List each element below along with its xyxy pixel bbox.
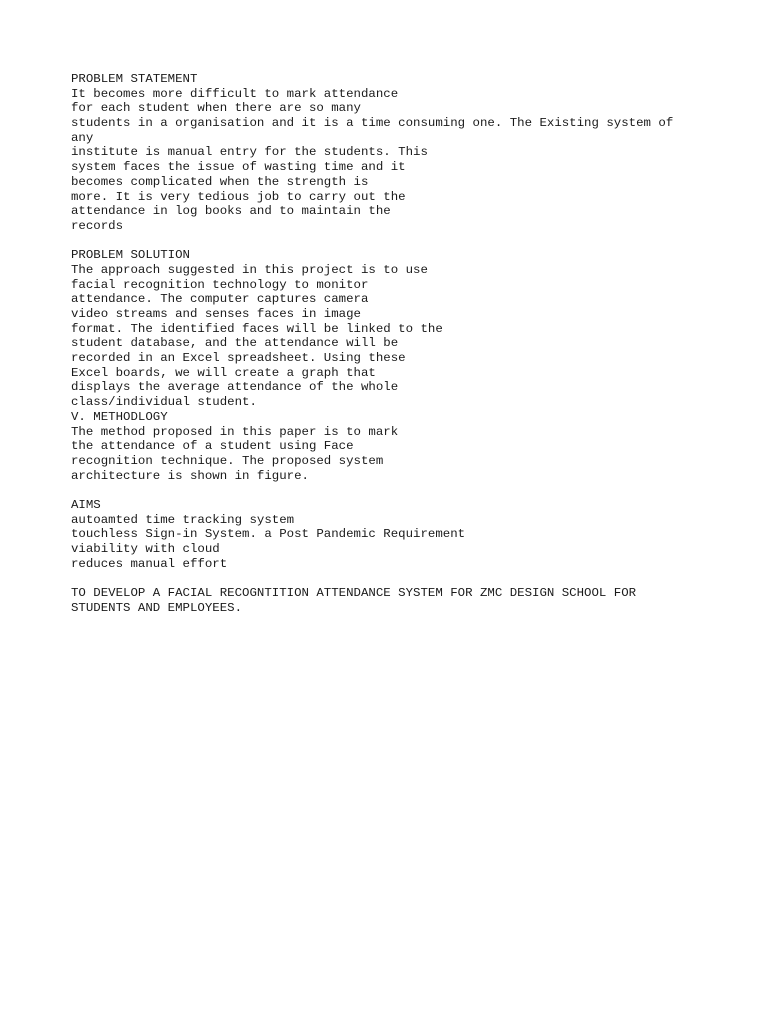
text-line: autoamted time tracking system (71, 512, 295, 527)
text-line: system faces the issue of wasting time and it (71, 160, 406, 175)
section-problem-solution (71, 248, 731, 410)
text-line: Excel boards, we will create a graph that (71, 365, 376, 380)
text-line: viability with cloud (71, 542, 220, 556)
text-line: recorded in an Excel spreadsheet. Using these (71, 351, 406, 366)
text-line: attendance. The computer captures camera (71, 292, 369, 307)
section-heading: AIMS (71, 497, 101, 512)
text-line: touchless Sign-in System. a Post Pandemic Requirement (71, 527, 466, 542)
text-line: facial recognition technology to monitor (71, 277, 369, 292)
section-goal-statement (71, 586, 731, 615)
blank-line (71, 234, 731, 249)
text-line: any (71, 130, 94, 145)
section-aims (71, 498, 731, 571)
text-line: The approach suggested in this project is to use (71, 262, 428, 277)
text-line: student database, and the attendance will be (71, 336, 399, 351)
section-heading: PROBLEM SOLUTION (71, 248, 190, 263)
text-line: It becomes more difficult to mark attendance (71, 86, 399, 101)
section-problem-statement (71, 72, 731, 234)
text-line: The method proposed in this paper is to mark (71, 424, 399, 439)
text-line: STUDENTS AND EMPLOYEES. (71, 600, 243, 615)
text-line: institute is manual entry for the students. This (71, 145, 428, 160)
text-line: the attendance of a student using Face (71, 439, 354, 454)
text-line: more. It is very tedious job to carry out the (71, 189, 406, 204)
blank-line (71, 571, 731, 586)
section-heading: PROBLEM STATEMENT (71, 72, 198, 86)
section-heading: V. METHODLOGY (71, 409, 168, 424)
section-methodology (71, 410, 731, 483)
text-line: for each student when there are so many (71, 101, 361, 116)
blank-line (71, 483, 731, 498)
text-line: class/individual student. (71, 395, 257, 410)
text-line: attendance in log books and to maintain the (71, 204, 391, 219)
text-line: architecture is shown in figure. (71, 468, 309, 483)
document-page (71, 72, 731, 615)
text-line: format. The identified faces will be linked to the (71, 321, 443, 336)
text-line: recognition technique. The proposed system (71, 453, 384, 468)
text-line: reduces manual effort (71, 556, 228, 571)
text-line: video streams and senses faces in image (71, 307, 361, 321)
text-line: TO DEVELOP A FACIAL RECOGNTITION ATTENDANCE SYSTEM FOR ZMC DESIGN SCHOOL FOR (71, 586, 637, 601)
text-line: records (71, 218, 124, 233)
text-line: students in a organisation and it is a time consuming one. The Existing system of (71, 116, 674, 131)
text-line: becomes complicated when the strength is (71, 174, 369, 189)
text-line: displays the average attendance of the whole (71, 380, 399, 395)
